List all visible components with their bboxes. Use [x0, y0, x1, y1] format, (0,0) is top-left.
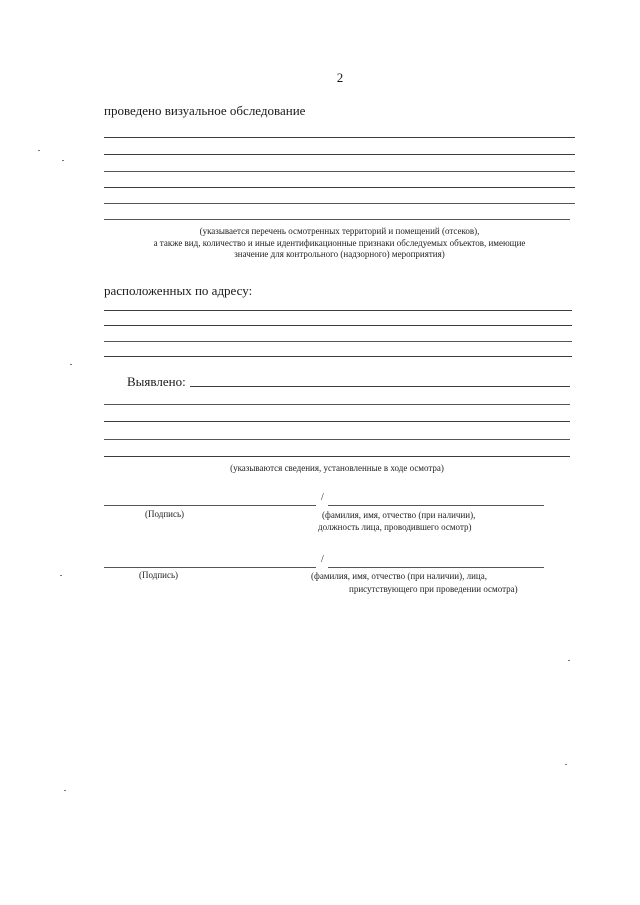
fill-line	[104, 341, 572, 342]
fill-line	[104, 325, 572, 326]
scan-speck	[38, 150, 40, 151]
name-line	[328, 505, 544, 506]
scan-speck	[565, 764, 567, 765]
section2-heading: расположенных по адресу:	[104, 283, 253, 298]
fill-line	[104, 154, 575, 155]
fill-line	[104, 421, 570, 422]
scan-speck	[60, 575, 62, 576]
scan-speck	[64, 790, 66, 791]
signature2-name-caption	[311, 570, 518, 596]
signature-line	[104, 567, 316, 568]
scan-speck	[62, 160, 64, 161]
caption-line: (фамилия, имя, отчество (при наличии),	[322, 510, 476, 520]
section1-caption	[104, 226, 575, 261]
signature1-name-caption	[318, 509, 475, 533]
caption-line: должность лица, проводившего осмотр)	[318, 522, 472, 532]
section3-caption: (указываются сведения, установленные в ходе осмотра)	[230, 463, 444, 473]
fill-line	[104, 439, 570, 440]
separator-slash: /	[321, 492, 324, 503]
scan-speck	[568, 660, 570, 661]
caption-line: (фамилия, имя, отчество (при наличии), лица,	[311, 571, 487, 581]
page-number: 2	[336, 70, 344, 85]
fill-line	[104, 310, 572, 311]
fill-line	[104, 356, 572, 357]
caption-line: (указывается перечень осмотренных территорий и помещений (отсеков),	[199, 226, 480, 236]
name-line	[328, 567, 544, 568]
fill-line	[104, 171, 575, 172]
fill-line	[190, 386, 570, 387]
fill-line	[104, 456, 570, 457]
fill-line	[104, 404, 570, 405]
separator-slash: /	[321, 554, 324, 565]
caption-line: а также вид, количество и иные идентификационные признаки обследуемых объектов, имеющие	[153, 237, 526, 248]
section3-heading: Выявлено:	[127, 374, 186, 389]
caption-line: значение для контрольного (надзорного) мероприятия)	[234, 249, 445, 259]
section1-heading: проведено визуальное обследование	[104, 103, 306, 118]
fill-line	[104, 219, 570, 220]
signature-label: (Подпись)	[145, 509, 185, 519]
scan-speck	[70, 364, 72, 365]
fill-line	[104, 187, 575, 188]
fill-line	[104, 137, 575, 138]
caption-line: присутствующего при проведении осмотра)	[349, 584, 518, 594]
signature-label: (Подпись)	[139, 570, 179, 580]
signature-line	[104, 505, 316, 506]
fill-line	[104, 203, 575, 204]
